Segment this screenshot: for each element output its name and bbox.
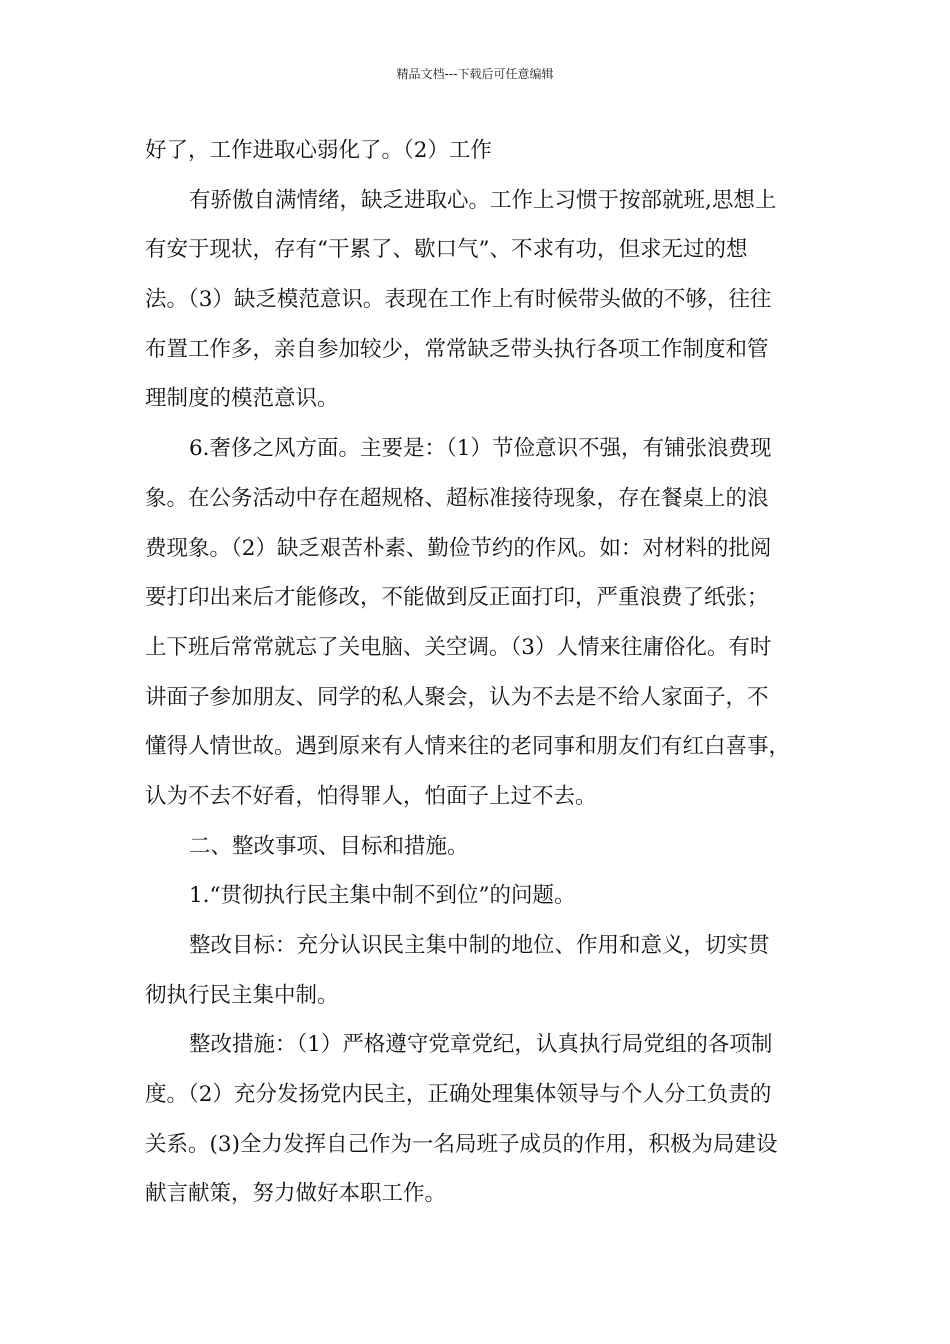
text-line: 二、整改事项、目标和措施。 — [189, 833, 469, 859]
text-line: 整改目标：充分认识民主集中制的地位、作用和意义，切实贯 — [189, 933, 770, 958]
text-line: 认为不去不好看，怕得罪人，怕面子上过不去。 — [145, 783, 597, 809]
text-line: 好了，工作进取心弱化了。（2）工作 — [145, 138, 492, 163]
text-line: 象。在公务活动中存在超规格、超标准接待现象，存在餐桌上的浪 — [145, 485, 769, 511]
text-line: 费现象。（2）缺乏艰苦朴素、勤俭节约的作风。如：对材料的批阅 — [145, 535, 772, 561]
page-header: 精品文档---下载后可任意编辑 — [396, 67, 554, 81]
text-line: 布置工作多，亲自参加较少，常常缺乏带头执行各项工作制度和管 — [145, 336, 769, 362]
text-line: 关系。(3)全力发挥自己作为一名局班子成员的作用，积极为局建设 — [145, 1131, 778, 1157]
text-line: 有骄傲自满情绪，缺乏进取心。工作上习惯于按部就班,思想上 — [189, 187, 777, 213]
text-line: 6.奢侈之风方面。主要是：（1）节俭意识不强，有铺张浪费现 — [189, 436, 772, 462]
text-line: 彻执行民主集中制。 — [145, 982, 339, 1008]
text-line: 要打印出来后才能修改，不能做到反正面打印，严重浪费了纸张； — [145, 585, 769, 611]
document-body — [145, 126, 835, 1219]
text-line: 整改措施：（1）严格遵守党章党纪，认真执行局党组的各项制 — [189, 1032, 773, 1058]
text-line: 度。（2）充分发扬党内民主，正确处理集体领导与个人分工负责的 — [145, 1082, 772, 1108]
text-line: 法。（3）缺乏模范意识。表现在工作上有时候带头做的不够，往往 — [145, 287, 772, 313]
text-line: 上下班后常常就忘了关电脑、关空调。（3）人情来往庸俗化。有时 — [145, 634, 772, 660]
text-line: 理制度的模范意识。 — [145, 386, 339, 412]
text-line: 讲面子参加朋友、同学的私人聚会，认为不去是不给人家面子，不 — [145, 684, 769, 710]
text-line: 1.“贯彻执行民主集中制不到位”的问题。 — [189, 883, 576, 909]
text-line: 有安于现状，存有“干累了、歇口气”、不求有功，但求无过的想 — [145, 237, 748, 263]
text-line: 懂得人情世故。遇到原来有人情来往的老同事和朋友们有红白喜事， — [145, 734, 791, 760]
text-line: 献言献策，努力做好本职工作。 — [145, 1181, 447, 1207]
